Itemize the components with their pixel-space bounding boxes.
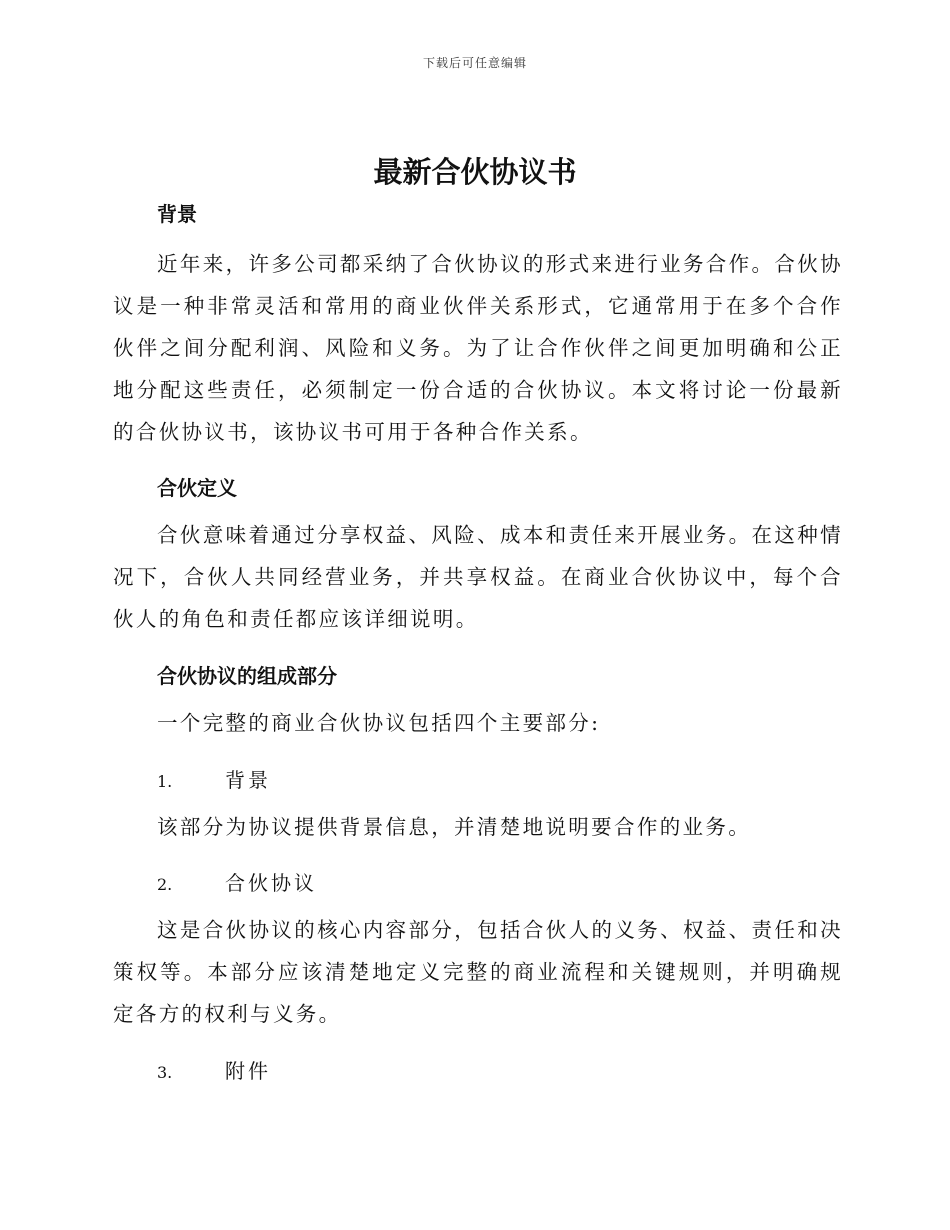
list-item-description: 该部分为协议提供背景信息，并清楚地说明要合作的业务。 (157, 815, 752, 839)
section-body-definition: 合伙意味着通过分享权益、风险、成本和责任来开展业务。在这种情况下，合伙人共同经营业务，并共享权益。在商业合伙协议中，每个合伙人的角色和责任都应该详细说明。 (113, 523, 843, 631)
list-item (113, 867, 887, 896)
section-heading-components: 合伙协议的组成部分 (157, 664, 337, 688)
section-body-background: 近年来，许多公司都采纳了合伙协议的形式来进行业务合作。合伙协议是一种非常灵活和常用的商业伙伴关系形式，它通常用于在多个合作伙伴之间分配利润、风险和义务。为了让合作伙伴之间更加明确和公正地分配这些责任，必须制定一份合适的合伙协议。本文将讨论一份最新的合伙协议书，该协议书可用于各种合作关系。 (113, 252, 843, 444)
list-item-number: 2. (157, 875, 173, 894)
section-heading-background: 背景 (157, 202, 197, 226)
section-intro-components: 一个完整的商业合伙协议包括四个主要部分: (157, 711, 601, 735)
list-item-label: 合伙协议 (225, 871, 317, 895)
list-item-description: 这是合伙协议的核心内容部分，包括合伙人的义务、权益、责任和决策权等。本部分应该清楚地定义完整的商业流程和关键规则，并明确规定各方的权利与义务。 (113, 918, 843, 1026)
list-item-label: 附件 (225, 1059, 271, 1083)
list-item-number: 3. (157, 1063, 173, 1082)
list-item-number: 1. (157, 772, 173, 791)
document-title: 最新合伙协议书 (373, 155, 577, 189)
list-item-label: 背景 (225, 768, 271, 792)
page-header-note: 下载后可任意编辑 (422, 56, 527, 70)
list-item (113, 1055, 887, 1084)
section-heading-definition: 合伙定义 (157, 476, 237, 500)
list-item (113, 764, 887, 793)
